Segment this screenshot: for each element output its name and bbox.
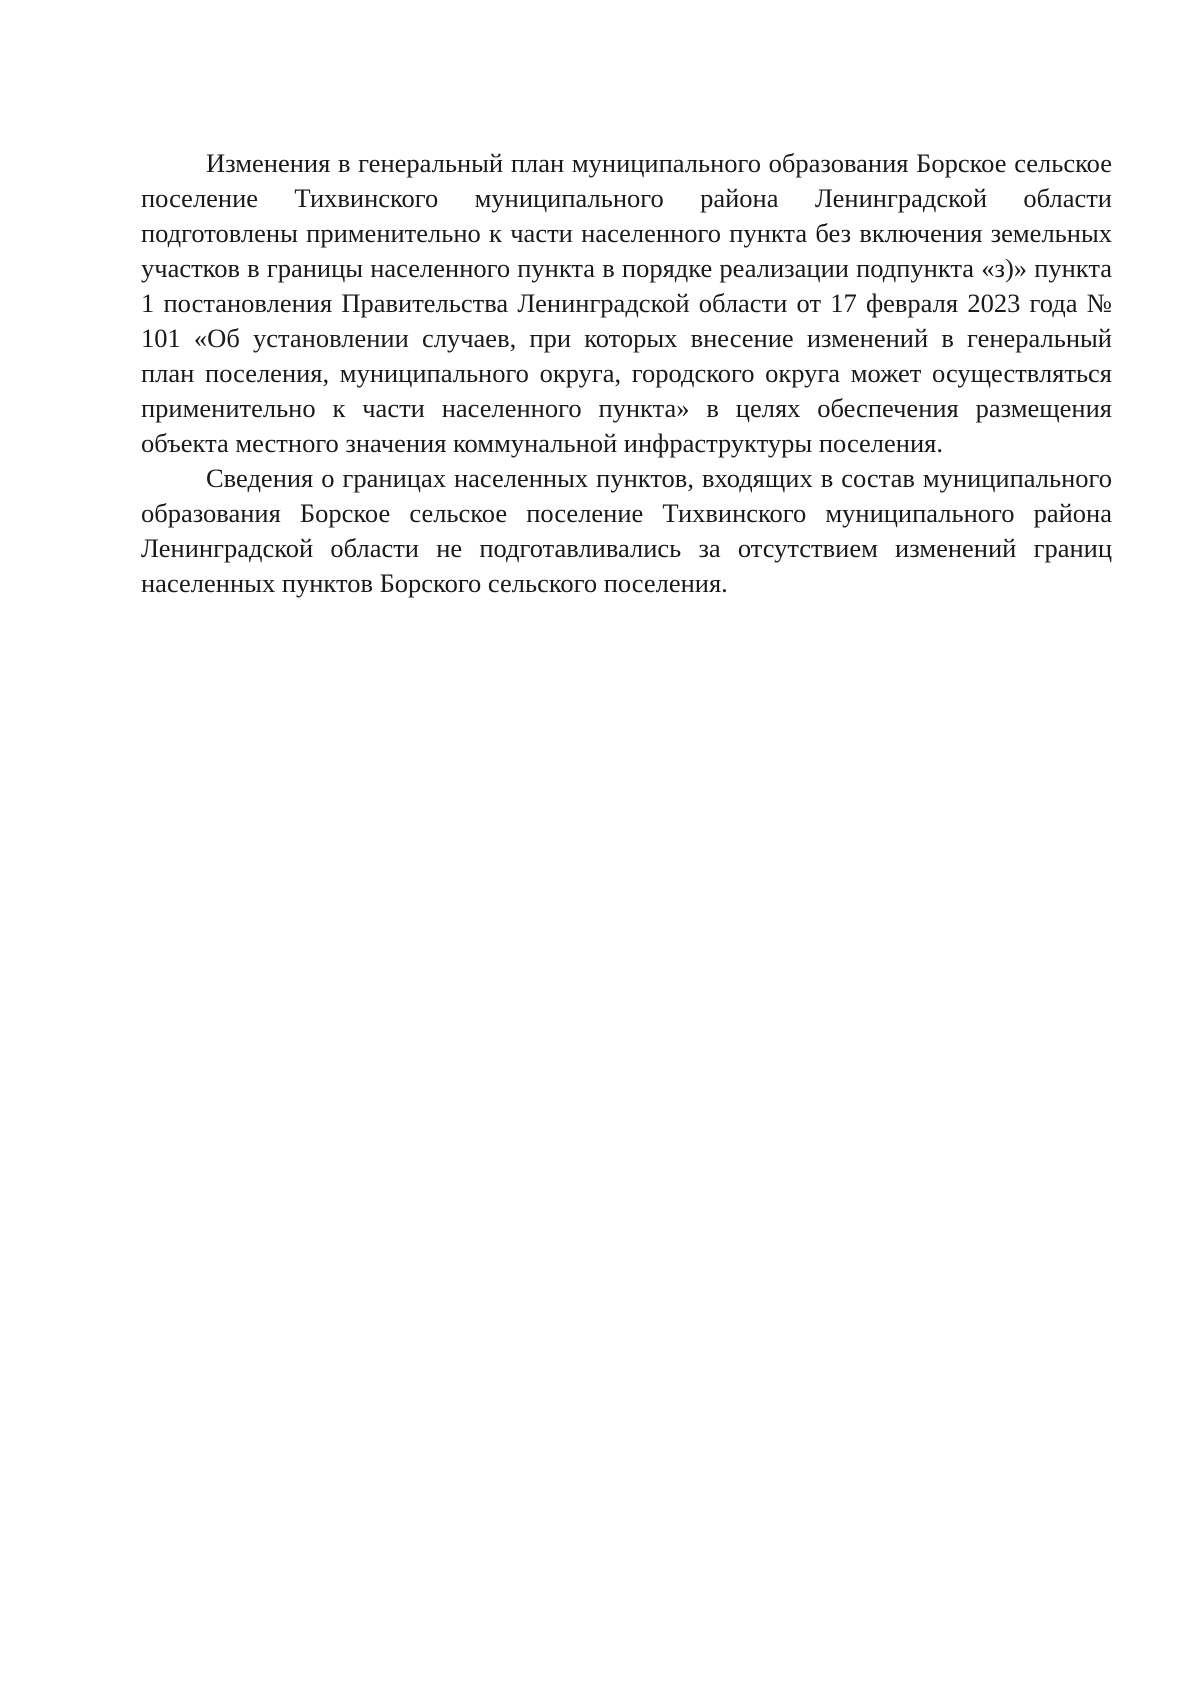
- document-body: [141, 146, 1112, 601]
- paragraph-settlement-boundaries: Сведения о границах населенных пунктов, входящих в состав муниципального образования Борское сельское поселение Тихвинского муниципального района Ленинградской области не подготавливались за отсутствием изменений границ населенных пунктов Борского сельского поселения.: [141, 463, 1112, 598]
- paragraph-general-plan-changes: Изменения в генеральный план муниципального образования Борское сельское поселение Тихвинского муниципального района Ленинградской области подготовлены применительно к части населенного пункта без включения земельных участков в границы населенного пункта в порядке реализации подпункта «з)» пункта 1 постановления Правительства Ленинградской области от 17 февраля 2023 года № 101 «Об установлении случаев, при которых внесение изменений в генеральный план поселения, муниципального округа, городского округа может осуществляться применительно к части населенного пункта» в целях обеспечения размещения объекта местного значения коммунальной инфраструктуры поселения.: [141, 148, 1112, 458]
